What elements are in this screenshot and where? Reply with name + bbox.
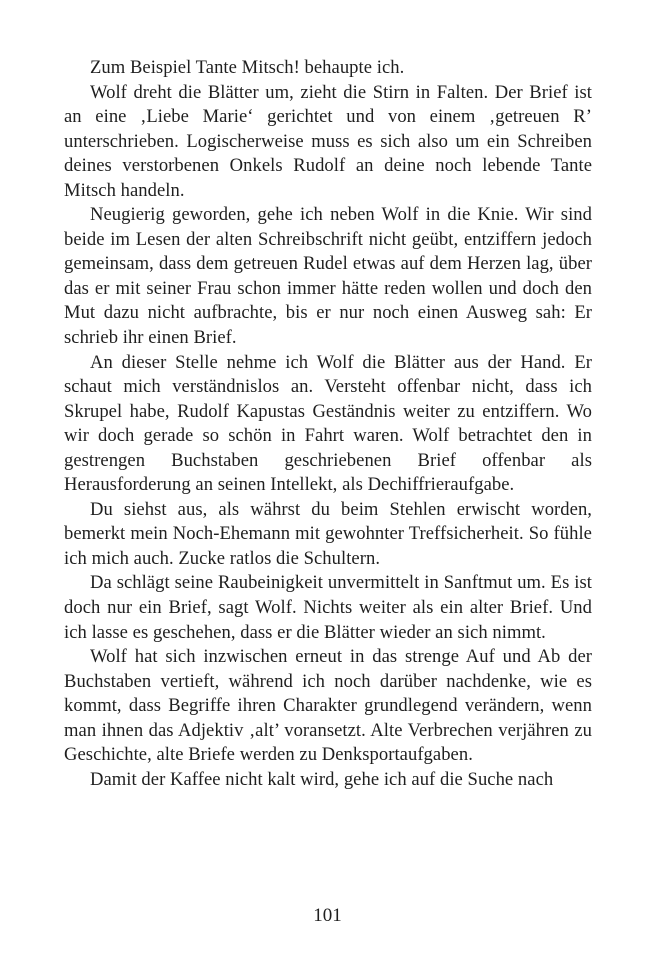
page-number: 101 (313, 905, 342, 926)
paragraph-4: An dieser Stelle nehme ich Wolf die Blätter aus der Hand. Er schaut mich verständnislos an. Versteht offenbar nicht, dass ich Skrupel habe, Rudolf Kapustas Geständnis weiter zu entziffern. Wo wir doch gerade so schön in Fahrt waren. Wolf betrachtet den in gestrengen Buchstaben geschriebenen Brief offenbar als Herausforderung an seinen Intellekt, als Dechiffrieraufgabe. (64, 351, 592, 496)
paragraph-3: Neugierig geworden, gehe ich neben Wolf in die Knie. Wir sind beide im Lesen der alten Schreibschrift nicht geübt, entziffern jedoch gemeinsam, dass dem getreuen Rudel etwas auf dem Herzen lag, über das er mit seiner Frau schon immer hätte reden wollen und doch den Mut dazu nicht aufbrachte, bis er nur noch einen Ausweg sah: Er schrieb ihr einen Brief. (64, 204, 592, 349)
book-page-text (64, 56, 592, 792)
paragraph-6: Da schlägt seine Raubeinigkeit unvermittelt in Sanftmut um. Es ist doch nur ein Brief, sagt Wolf. Nichts weiter als ein alter Brief. Und ich lasse es geschehen, dass er die Blätter wieder an sich nimmt. (64, 572, 592, 643)
paragraph-7: Wolf hat sich inzwischen erneut in das strenge Auf und Ab der Buchstaben vertieft, während ich noch darüber nachdenke, wie es kommt, dass Begriffe ihren Charakter grundlegend verändern, wenn man ihnen das Adjektiv ‚alt’ voransetzt. Alte Verbrechen verjähren zu Geschichte, alte Briefe werden zu Denksportaufgaben. (64, 646, 592, 766)
paragraph-5: Du siehst aus, als währst du beim Stehlen erwischt worden, bemerkt mein Noch-Ehemann mit gewohnter Treffsicherheit. So fühle ich mich auch. Zucke ratlos die Schultern. (64, 498, 592, 569)
paragraph-2: Wolf dreht die Blätter um, zieht die Stirn in Falten. Der Brief ist an eine ‚Liebe Marie‘ gerichtet und von einem ‚getreuen R’ unterschrieben. Logischerweise muss es sich also um ein Schreiben deines verstorbenen Onkels Rudolf an deine noch lebende Tante Mitsch handeln. (64, 81, 592, 201)
paragraph-1: Zum Beispiel Tante Mitsch! behaupte ich. (90, 57, 405, 78)
paragraph-8: Damit der Kaffee nicht kalt wird, gehe ich auf die Suche nach (90, 768, 554, 790)
